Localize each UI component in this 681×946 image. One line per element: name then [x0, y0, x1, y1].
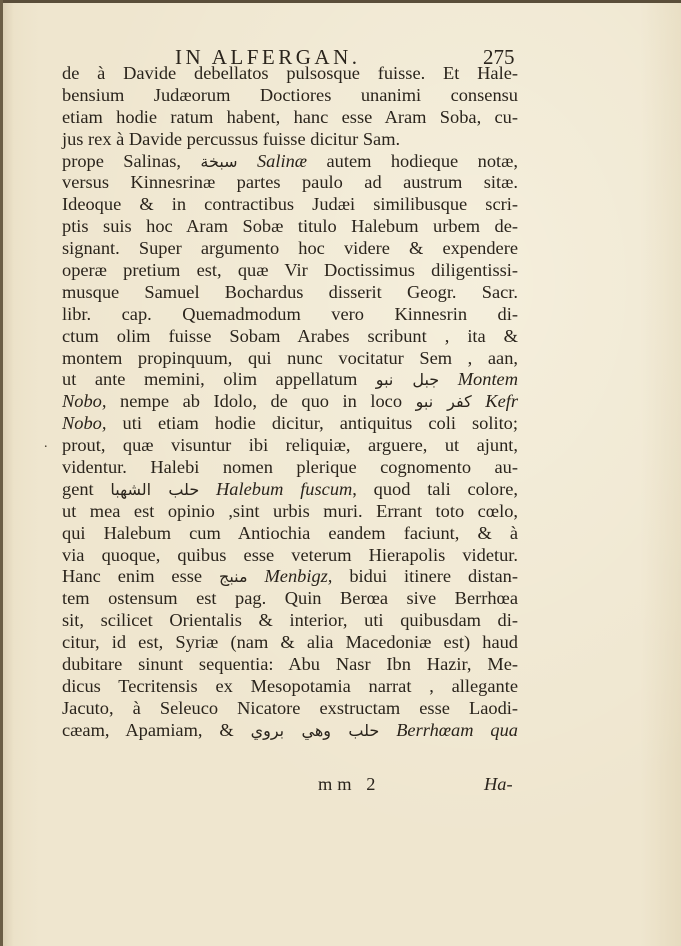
text-line [62, 304, 518, 326]
text-line [62, 85, 518, 107]
text-line [62, 610, 518, 632]
text-line [62, 632, 518, 654]
text-run: ut mea est opinio ,sint urbis muri. Errant toto cœlo, [62, 500, 518, 521]
text-line [62, 391, 518, 413]
italic-gloss: Kefr [485, 391, 518, 412]
arabic-word: كفر نبو [415, 392, 472, 412]
text-line [62, 348, 518, 370]
text-run: operæ pretium est, quæ Vir Doctissimus diligentissi- [62, 260, 518, 281]
text-line [62, 238, 518, 260]
text-run [472, 391, 486, 411]
text-run: cæam, Apamiam, & [62, 719, 251, 740]
text-run: videntur. Halebi nomen plerique cognomento au- [62, 457, 518, 478]
text-run: versus Kinnesrinæ partes paulo ad austrum sitæ. [62, 172, 518, 193]
arabic-word: حلب الشهبا [110, 479, 200, 499]
text-line [62, 129, 518, 151]
text-run: jus rex à Davide percussus fuisse dicitur Sam. [62, 128, 401, 149]
page-number: 275 [483, 45, 515, 69]
text-run: prout, quæ visuntur ibi reliquiæ, arguere, ut ajunt, [62, 435, 518, 456]
text-run: etiam hodie ratum habent, hanc esse Aram Soba, cu- [62, 106, 518, 127]
italic-gloss: Menbigz, [264, 566, 333, 587]
text-line [62, 260, 518, 282]
text-line [62, 654, 518, 676]
text-line [62, 720, 518, 742]
signature-mark: mm 2 [318, 774, 381, 794]
text-run: libr. cap. Quemadmodum vero Kinnesrin di- [62, 303, 518, 324]
italic-gloss: Nobo, [62, 391, 107, 412]
text-line [62, 676, 518, 698]
text-run: qui Halebum cum Antiochia eandem faciunt, & à [62, 522, 518, 543]
text-line [62, 413, 518, 435]
text-run: dubitare sinunt sequentia: Abu Nasr Ibn Hazir, Me- [62, 654, 518, 675]
text-run: prope Salinas, [62, 150, 201, 171]
text-run [248, 566, 265, 586]
text-run [379, 720, 396, 740]
arabic-word: حلب وهي بروي [250, 720, 380, 740]
page-top-edge [0, 0, 681, 3]
text-run: uti etiam hodie dicitur, antiquitus coli solito; [106, 413, 518, 434]
running-head-title: IN ALFERGAN. [175, 45, 361, 69]
italic-gloss: Montem [457, 369, 518, 390]
catchword: Ha- [484, 774, 513, 794]
arabic-word: جبل نبو [375, 370, 440, 390]
arabic-word: سبخة [200, 151, 238, 171]
text-line [62, 151, 518, 173]
text-run: Hanc enim esse [62, 566, 219, 587]
text-run: via quoque, quibus esse veterum Hierapolis videtur. [62, 544, 518, 565]
text-run: tem ostensum est pag. Quin Berœa sive Berrhœa [62, 588, 518, 609]
text-line [62, 63, 518, 85]
text-line [62, 194, 518, 216]
text-run: dicus Tecritensis ex Mesopotamia narrat , allegante [62, 675, 518, 696]
text-run: Ideoque & in contractibus Judæi similibusque scri- [62, 194, 518, 215]
text-run: musque Samuel Bochardus disserit Geogr. Sacr. [62, 281, 518, 302]
italic-gloss: Halebum fuscum [216, 478, 353, 499]
margin-mark: . [44, 436, 48, 451]
text-run: sit, scilicet Orientalis & interior, uti quibusdam di- [62, 610, 518, 631]
text-run: Jacuto, à Seleuco Nicatore exstructam esse Laodi- [62, 697, 518, 718]
text-run: signant. Super argumento hoc videre & expendere [62, 238, 518, 259]
italic-gloss: Salinæ [256, 150, 308, 171]
text-line [62, 172, 518, 194]
text-run [238, 151, 257, 171]
text-line [62, 523, 518, 545]
text-line [62, 479, 518, 501]
text-run: ut ante memini, olim appellatum [62, 369, 376, 390]
text-run: ctum olim fuisse Sobam Arabes scribunt , ita & [62, 325, 518, 346]
arabic-word: منبج [218, 567, 248, 587]
text-line [62, 457, 518, 479]
text-run: ptis suis hoc Aram Sobæ titulo Halebum urbem de- [62, 216, 518, 237]
text-line [62, 698, 518, 720]
text-run: de à Davide debellatos pulsosque fuisse. Et Hale- [62, 63, 518, 83]
text-line [62, 326, 518, 348]
text-run: bensium Judæorum Doctiores unanimi consensu [62, 84, 518, 105]
text-line [62, 216, 518, 238]
text-line [62, 545, 518, 567]
italic-gloss: Berrhœam qua [396, 719, 518, 740]
text-run: gent [62, 478, 111, 499]
text-run: nempe ab Idolo, de quo in loco [106, 391, 416, 412]
text-run: , quod tali colore, [352, 478, 518, 499]
text-line [62, 501, 518, 523]
text-line [62, 566, 518, 588]
text-line [62, 588, 518, 610]
text-run [199, 479, 216, 499]
text-line [62, 369, 518, 391]
text-line [62, 282, 518, 304]
text-line [62, 107, 518, 129]
text-run: bidui itinere distan- [332, 566, 518, 587]
italic-gloss: Nobo, [62, 413, 107, 434]
body-text [62, 63, 518, 742]
text-run: citur, id est, Syriæ (nam & alia Macedoniæ est) haud [62, 632, 518, 653]
text-run: montem propinquum, qui nunc vocitatur Sem , aan, [62, 347, 518, 368]
text-run: autem hodieque notæ, [307, 150, 518, 171]
page-left-edge [0, 0, 3, 946]
text-line [62, 435, 518, 457]
text-run [439, 369, 458, 389]
